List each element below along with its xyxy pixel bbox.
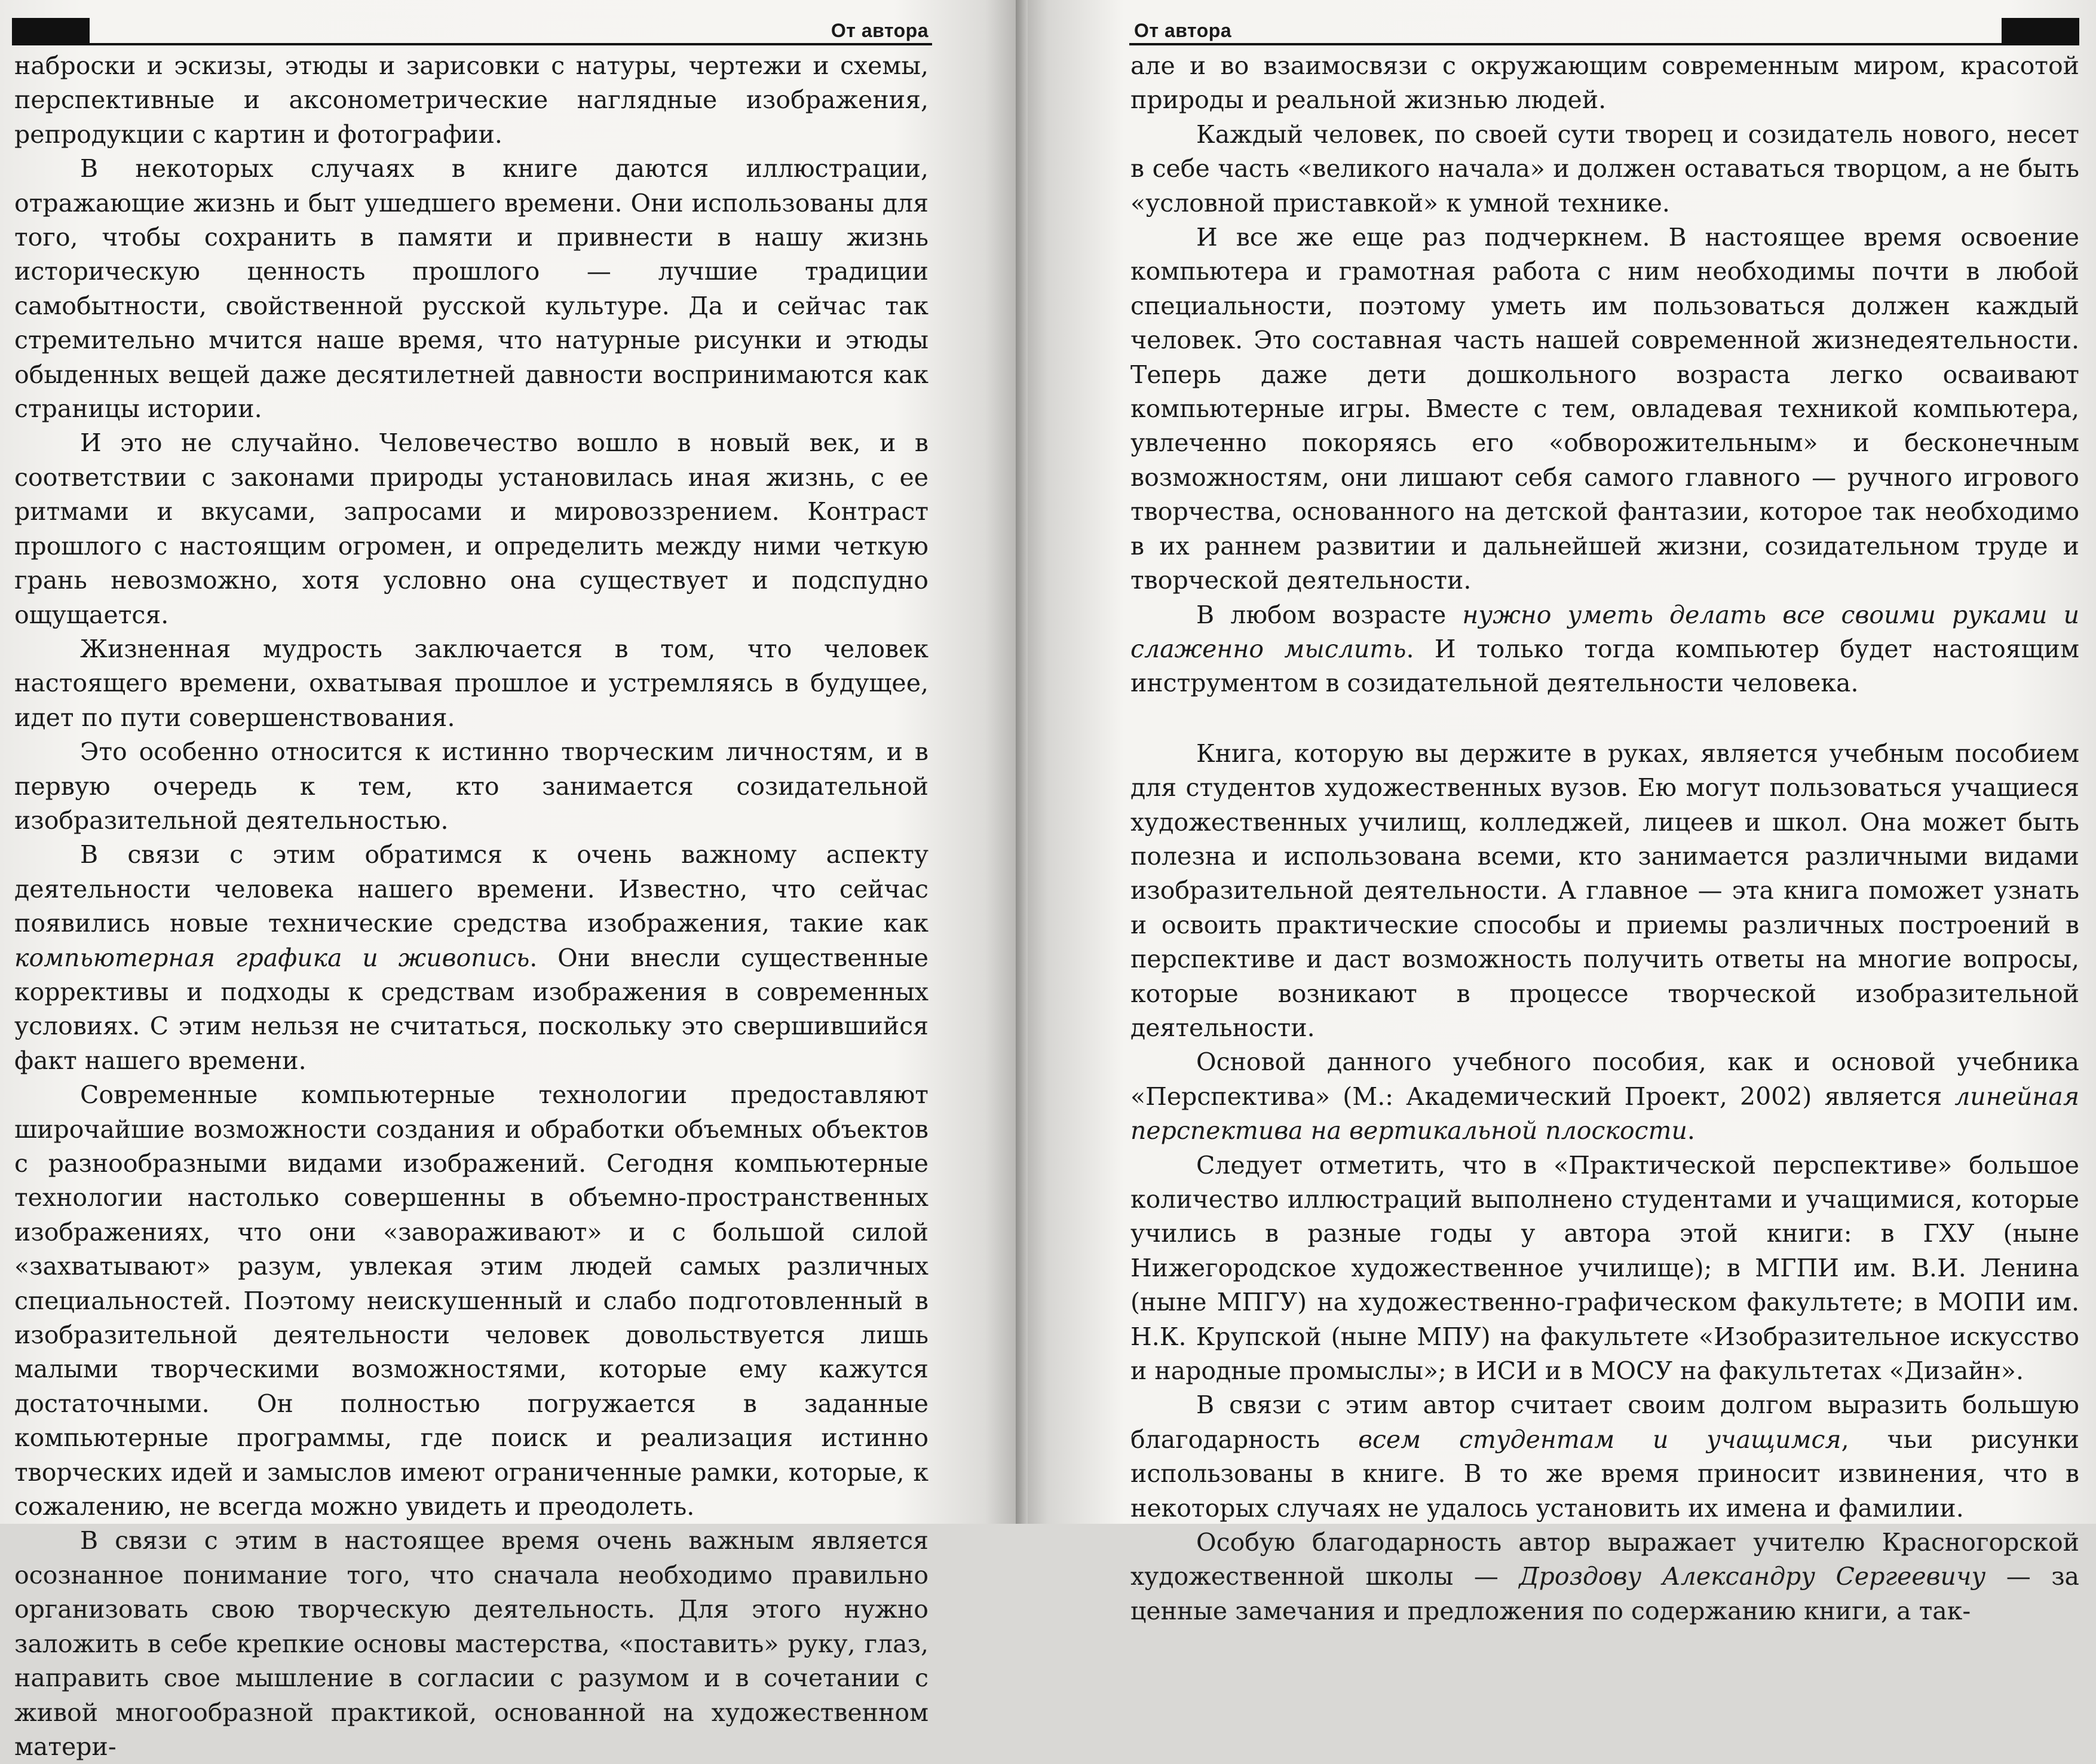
left-text-column — [14, 49, 929, 1764]
running-head-marker — [2002, 18, 2079, 45]
paragraph: Следует отметить, что в «Практической перспективе» большое количество иллюстраций выполнено студентами и учащимися, которые учились в разные годы у автора этой книги: в ГХУ (ныне Нижегородское художественное училище); в МГПИ им. В.И. Ленина (ныне МПГУ) на художественно-графическом факультете; в МОПИ им. Н.К. Крупской (ныне МПУ) на факультете «Изобразительное искусство и народные промыслы»; в ИСИ и в МОСУ на факультетах «Дизайн». — [1130, 1150, 2079, 1386]
paragraph-text: — за ценные замечания и предложения по содержанию книги, а так- — [1130, 1562, 2080, 1625]
right-text-column — [1130, 49, 2079, 1628]
paragraph: Жизненная мудрость заключается в том, что человек настоящего времени, охватывая прошлое и устремляясь в будущее, идет по пути совершенствования. — [14, 634, 929, 732]
italic-emphasis: компьютерная графика и живопись — [14, 943, 530, 972]
running-head-marker — [12, 18, 90, 45]
book-gutter — [1016, 0, 1028, 1524]
running-head-title: От автора — [1134, 20, 1232, 41]
paragraph-text: , чьи рисунки использованы в книге. В то же время приносит извинения, что в некоторых случаях не удалось установить их имена и фамилии. — [1130, 1425, 2079, 1523]
paragraph: В связи с этим в настоящее время очень важным является осознанное понимание того, что сначала необходимо правильно организовать свою творческую деятельность. Для этого нужно заложить в себе крепкие основы мастерства, «поставить» руку, глаз, направить свое мышление в согласии с разумом и в сочетании с живой многообразной практикой, основанной на художественном матери- — [14, 1526, 929, 1761]
italic-emphasis: всем студентам и учащимся — [1358, 1425, 1841, 1454]
italic-emphasis: линейная перспектива на вертикальной плоскости — [1130, 1082, 2079, 1146]
paragraph — [1130, 1045, 2079, 1148]
paragraph-text: . Они внесли существенные коррективы и подходы к средствам изображения в современных условиях. С этим нельзя не считаться, поскольку это свершившийся факт нашего времени. — [14, 943, 929, 1075]
italic-emphasis: нужно уметь делать все своими руками и слаженно мыслить — [1130, 600, 2079, 663]
right-page — [1016, 0, 2096, 1625]
paragraph-text: . И только тогда компьютер будет настоящим инструментом в созидательной деятельности человека. — [1130, 634, 2079, 698]
italic-emphasis: Дроздову Александру Сергеевичу — [1519, 1562, 1986, 1591]
right-running-head — [1129, 16, 2079, 45]
paragraph: И это не случайно. Человечество вошло в новый век, и в соответствии с законами природы установилась иная жизнь, с ее ритмами и вкусами, запросами и мировоззрением. Контраст прошлого с настоящим огромен, и определить между ними четкую грань невозможно, хотя условно она существует и подспудно ощущается. — [14, 428, 929, 629]
paragraph — [1130, 1388, 2079, 1526]
paragraph: але и во взаимосвязи с окружающим современным миром, красотой природы и реальной жизнью людей. — [1130, 51, 2079, 115]
paragraph — [1130, 598, 2079, 701]
paragraph-text: В связи с этим обратимся к очень важному аспекту деятельности человека нашего времени. Известно, что сейчас появились новые технические средства изображения, такие как — [14, 840, 929, 938]
paragraph — [14, 838, 929, 1078]
paragraph-text: В связи с этим автор считает своим долгом выразить большую благодарность — [1130, 1391, 2079, 1454]
paragraph: И все же еще раз подчеркнем. В настоящее время освоение компьютера и грамотная работа с ним необходимы почти в любой специальности, поэтому уметь им пользоваться должен каждый человек. Это составная часть нашей современной жизнедеятельности. Теперь даже дети дошкольного возраста легко осваивают компьютерные игры. Вместе с тем, овладевая техникой компьютера, увлеченно покоряясь его «обворожительным» и бесконечным возможностям, они лишают себя самого главного — ручного игрового творчества, основанного на детской фантазии, которое так необходимо в их раннем развитии и дальнейшей жизни, созидательном труде и творческой деятельности. — [1130, 223, 2079, 595]
paragraph-text: Основой данного учебного пособия, как и основой учебника «Перспектива» (М.: Академический Проект, 2002) является — [1130, 1048, 2079, 1111]
left-page — [0, 0, 1016, 1761]
left-running-head — [12, 16, 932, 45]
paragraph: Каждый человек, по своей сути творец и созидатель нового, несет в себе часть «великого начала» и должен оставаться творцом, а не быть «условной приставкой» к умной технике. — [1130, 120, 2079, 218]
running-head-title: От автора — [831, 20, 929, 41]
paragraph: Это особенно относится к истинно творческим личностям, и в первую очередь к тем, кто занимается созидательной изобразительной деятельностью. — [14, 737, 929, 835]
paragraph-text: . — [1687, 1116, 1695, 1146]
paragraph: Книга, которую вы держите в руках, является учебным пособием для студентов художественных вузов. Ею могут пользоваться учащиеся художественных училищ, колледжей, лицеев и школ. Она может быть полезна и использована всеми, кто занимается различными видами изобразительной деятельности. А главное — эта книга поможет узнать и освоить практические способы и приемы различных построений в перспективе и даст возможность получить ответы на многие вопросы, которые возникают в процессе творческой изобразительной деятельности. — [1130, 739, 2079, 1042]
paragraph — [1130, 1526, 2079, 1628]
paragraph-text: Особую благодарность автор выражает учителю Красногорской художественной школы — — [1130, 1528, 2079, 1591]
paragraph: Современные компьютерные технологии предоставляют широчайшие возможности создания и обработки объемных объектов с разнообразными видами изображений. Сегодня компьютерные технологии настолько совершенны в объемно-пространственных изображениях, что они «завораживают» и с большой силой «захватывают» разум, увлекая этим людей самых различных специальностей. Поэтому неискушенный и слабо подготовленный в изобразительной деятельности человек довольствуется лишь малыми творческими возможностями, которые ему кажутся достаточными. Он полностью погружается в заданные компьютерные программы, где поиск и реализация истинно творческих идей и замыслов имеют ограниченные рамки, которые, к сожалению, не всегда можно увидеть и преодолеть. — [14, 1080, 929, 1521]
paragraph-text: В любом возрасте — [1196, 600, 1463, 629]
paragraph: наброски и эскизы, этюды и зарисовки с натуры, чертежи и схемы, перспективные и аксонометрические наглядные изображения, репродукции с картин и фотографии. — [14, 51, 929, 149]
paragraph: В некоторых случаях в книге даются иллюстрации, отражающие жизнь и быт ушедшего времени. Они использованы для того, чтобы сохранить в памяти и привнести в нашу жизнь историческую ценность прошлого — лучшие традиции самобытности, свойственной русской культуре. Да и сейчас так стремительно мчится наше время, что натурные рисунки и этюды обыденных вещей даже десятилетней давности воспринимаются как страницы истории. — [14, 154, 929, 424]
